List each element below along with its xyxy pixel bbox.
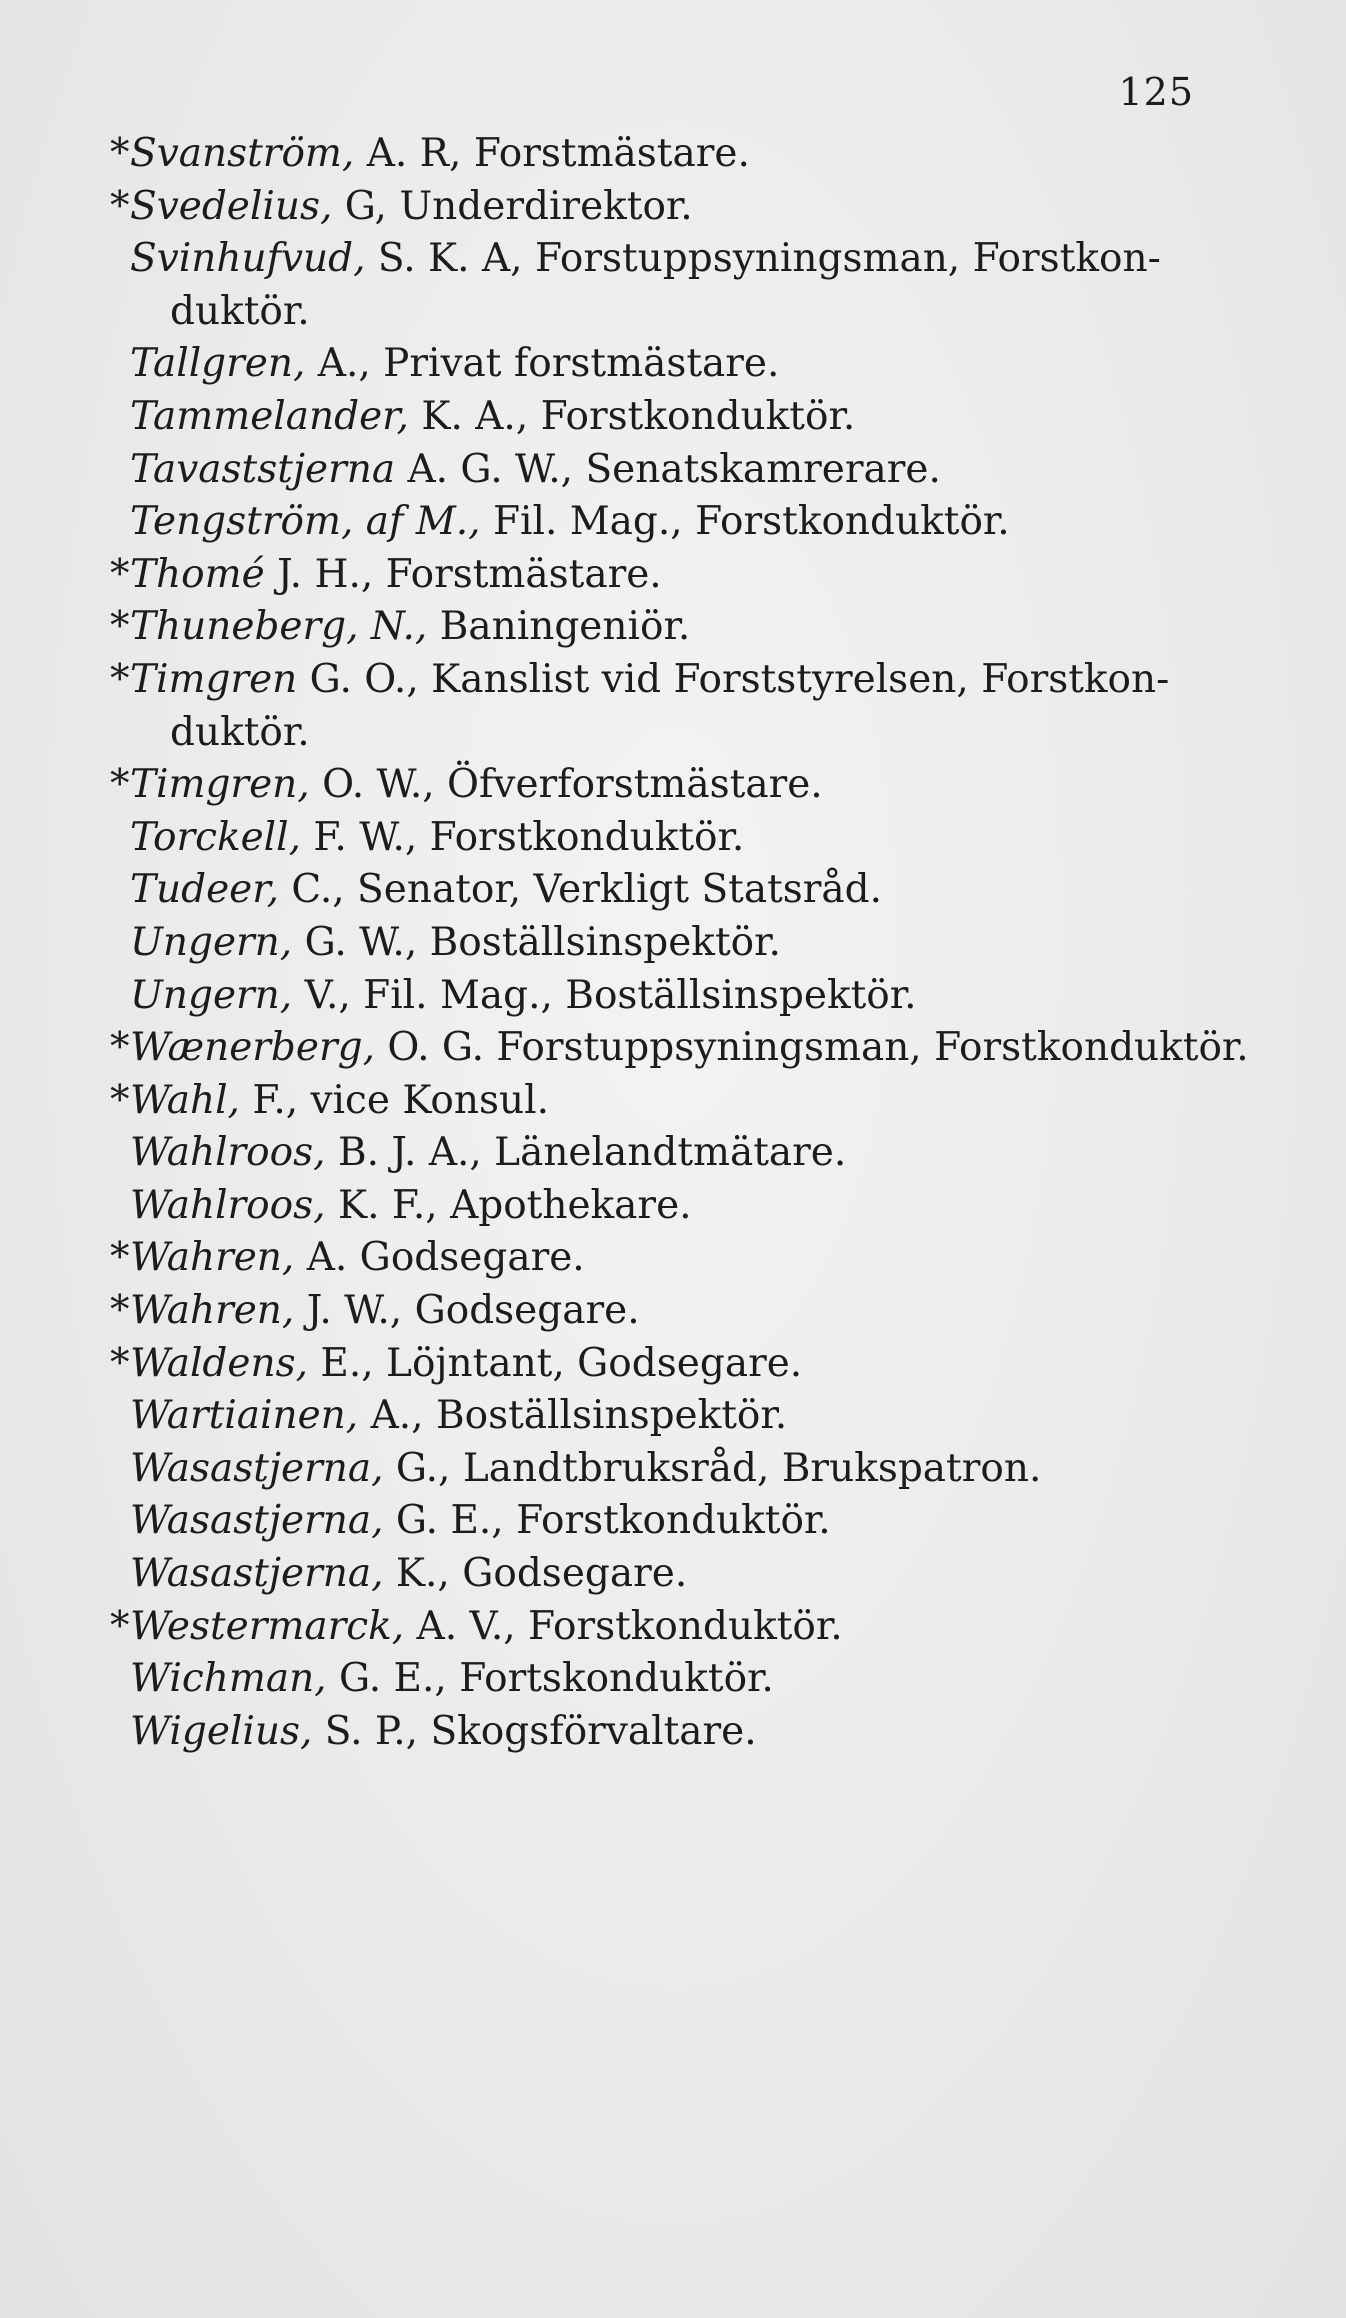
entry-title: A., Boställsinspektör. xyxy=(358,1393,788,1439)
list-item xyxy=(110,1022,1260,1075)
member-list xyxy=(110,128,1260,1758)
asterisk-mark: * xyxy=(110,1340,130,1386)
list-item xyxy=(110,444,1260,497)
entry-title: G, Underdirektor. xyxy=(332,183,693,229)
list-item xyxy=(110,970,1260,1023)
entry-name: Timgren, xyxy=(130,762,310,808)
entry-name: Wasastjerna, xyxy=(130,1551,384,1597)
entry-name: Wahren, xyxy=(130,1235,295,1281)
list-item xyxy=(110,917,1260,970)
list-item xyxy=(110,391,1260,444)
entry-name: Timgren xyxy=(130,656,298,702)
entry-title: J. H., Forstmästare. xyxy=(264,551,662,597)
asterisk-mark: * xyxy=(110,131,130,176)
asterisk-mark: * xyxy=(110,183,130,229)
entry-title: K., Godsegare. xyxy=(383,1551,688,1597)
entry-name: Tengström, af M., xyxy=(130,499,481,545)
asterisk-mark: * xyxy=(110,762,130,808)
entry-title: Fil. Mag., Forstkonduktör. xyxy=(480,499,1010,545)
list-item xyxy=(110,812,1260,865)
entry-name: Svinhufvud, xyxy=(130,236,366,282)
list-item xyxy=(110,1706,1260,1759)
entry-title: F. W., Forstkonduktör. xyxy=(301,814,745,860)
entry-title: S. P., Skogsförvaltare. xyxy=(312,1708,757,1754)
asterisk-mark: * xyxy=(110,1025,130,1071)
list-item xyxy=(110,1232,1260,1285)
list-item xyxy=(110,128,1260,181)
entry-title: V., Fil. Mag., Boställsinspektör. xyxy=(292,972,917,1018)
entry-name: Wasastjerna, xyxy=(130,1498,384,1544)
entry-name: Ungern, xyxy=(130,972,293,1018)
list-item xyxy=(110,1127,1260,1180)
entry-name: Wahlroos, xyxy=(130,1182,326,1228)
entry-name: Wahl, xyxy=(130,1077,240,1123)
asterisk-mark: * xyxy=(110,604,130,650)
entry-name: Wahren, xyxy=(130,1288,295,1334)
entry-name: Tavaststjerna xyxy=(130,446,396,492)
entry-continuation: duktör. xyxy=(170,288,310,334)
list-item xyxy=(110,1338,1260,1391)
list-item xyxy=(110,654,1260,759)
list-item xyxy=(110,549,1260,602)
entry-title: A., Privat forstmästare. xyxy=(305,341,780,387)
asterisk-mark: * xyxy=(110,1235,130,1281)
entry-name: Wichman, xyxy=(130,1656,327,1702)
asterisk-mark: * xyxy=(110,656,130,702)
entry-name: Thomé xyxy=(130,551,265,597)
entry-title: J. W., Godsegare. xyxy=(294,1288,640,1334)
entry-name: Ungern, xyxy=(130,919,293,965)
entry-name: Thuneberg, N., xyxy=(130,604,428,650)
entry-name: Svedelius, xyxy=(130,183,333,229)
list-item xyxy=(110,1285,1260,1338)
asterisk-mark: * xyxy=(110,1603,130,1649)
entry-title: A. R, Forstmästare. xyxy=(354,131,750,176)
entry-title: K. F., Apothekare. xyxy=(325,1182,692,1228)
entry-title: F., vice Konsul. xyxy=(239,1077,550,1123)
entry-name: Wahlroos, xyxy=(130,1130,326,1176)
entry-name: Torckell, xyxy=(130,814,302,860)
entry-continuation: duktör. xyxy=(170,709,310,755)
entry-name: Wartiainen, xyxy=(130,1393,359,1439)
entry-title: C., Senator, Verkligt Statsråd. xyxy=(279,867,883,913)
entry-title: B. J. A., Länelandtmätare. xyxy=(325,1130,847,1176)
entry-name: Tammelander, xyxy=(130,393,409,439)
entry-name: Wigelius, xyxy=(130,1708,313,1754)
list-item xyxy=(110,759,1260,812)
entry-name: Wænerberg, xyxy=(130,1025,375,1071)
entry-name: Tallgren, xyxy=(130,341,306,387)
list-item xyxy=(110,1495,1260,1548)
entry-name: Waldens, xyxy=(130,1340,308,1386)
entry-title: G., Landtbruksråd, Brukspatron. xyxy=(383,1445,1042,1491)
entry-title: K. A., Forstkonduktör. xyxy=(408,393,856,439)
entry-title: E., Löjntant, Godsegare. xyxy=(308,1340,803,1386)
list-item xyxy=(110,233,1260,338)
list-item xyxy=(110,864,1260,917)
list-item xyxy=(110,496,1260,549)
list-item xyxy=(110,1390,1260,1443)
asterisk-mark: * xyxy=(110,1077,130,1123)
entry-title: A. Godsegare. xyxy=(294,1235,585,1281)
entry-title: G. E., Fortskonduktör. xyxy=(326,1656,774,1702)
asterisk-mark: * xyxy=(110,1288,130,1334)
list-item xyxy=(110,338,1260,391)
list-item xyxy=(110,181,1260,234)
page-number: 125 xyxy=(1118,70,1194,114)
entry-name: Wasastjerna, xyxy=(130,1445,384,1491)
list-item xyxy=(110,1548,1260,1601)
list-item xyxy=(110,1601,1260,1654)
entry-title: G. O., Kanslist vid Forststyrelsen, Forstkon- xyxy=(297,656,1170,702)
entry-title: Baningeniör. xyxy=(427,604,691,650)
entry-title: O. W., Öfverforstmästare. xyxy=(309,762,823,808)
entry-name: Westermarck, xyxy=(130,1603,405,1649)
entry-name: Tudeer, xyxy=(130,867,280,913)
entry-title: A. V., Forstkonduktör. xyxy=(404,1603,843,1649)
entry-title: G. W., Boställsinspektör. xyxy=(292,919,781,965)
entry-title: O. G. Forstuppsyningsman, Forstkonduktör. xyxy=(375,1025,1249,1071)
entry-title: S. K. A, Forstuppsyningsman, Forstkon- xyxy=(365,236,1161,282)
entry-title: G. E., Forstkonduktör. xyxy=(383,1498,831,1544)
asterisk-mark: * xyxy=(110,551,130,597)
list-item xyxy=(110,1180,1260,1233)
list-item xyxy=(110,601,1260,654)
list-item xyxy=(110,1653,1260,1706)
list-item xyxy=(110,1075,1260,1128)
entry-title: A. G. W., Senatskamrerare. xyxy=(395,446,941,492)
entry-name: Svanström, xyxy=(130,131,355,176)
list-item xyxy=(110,1443,1260,1496)
